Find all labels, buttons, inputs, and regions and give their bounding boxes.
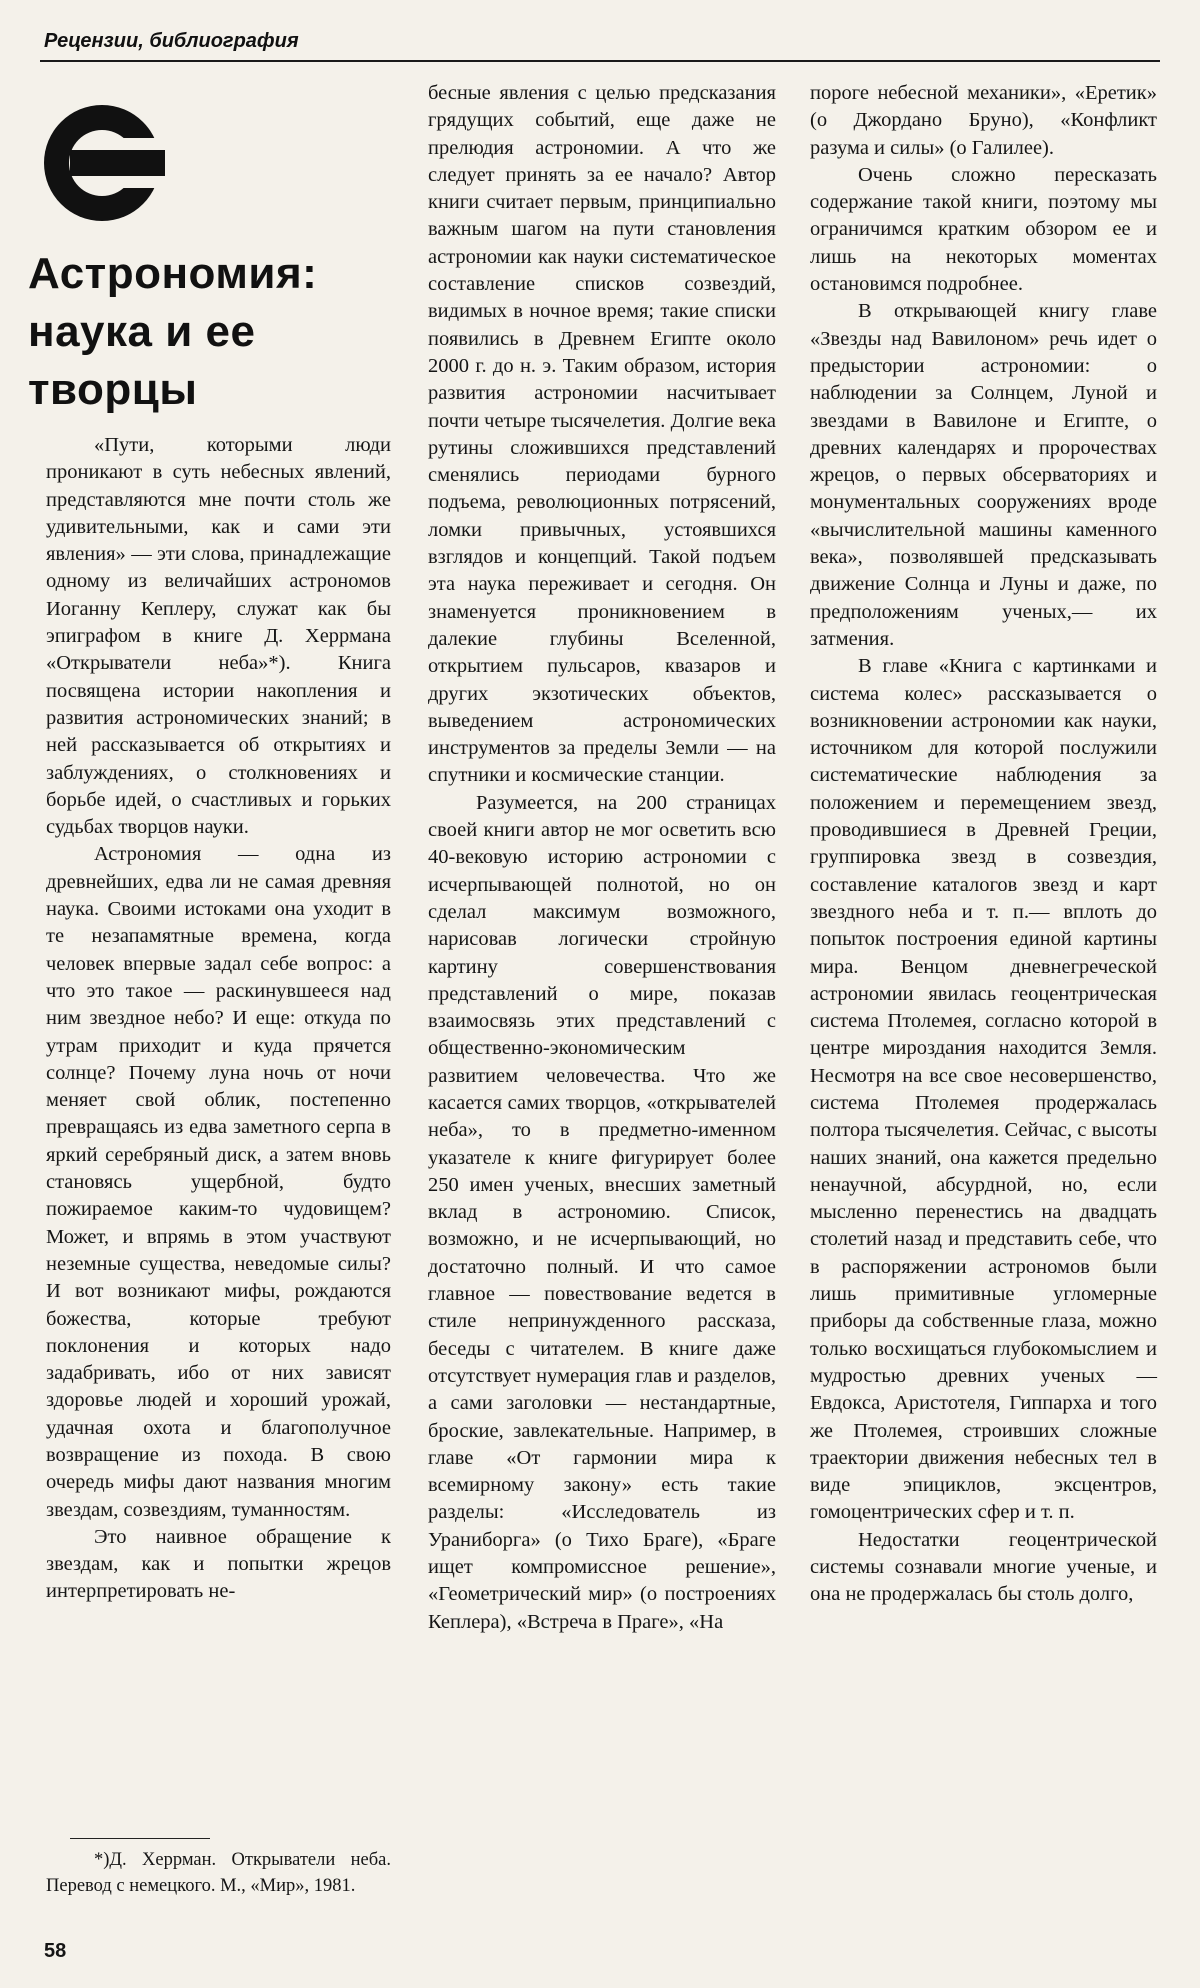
paragraph: бесные явления с целью предсказания грядущих событий, еще даже не прелюдия астрономии. А что же следует принять за ее начало? Автор книги считает первым, принципиально важным шагом на пути становления астрономии как науки систематическое составление списков созвездий, видимых в ночное время; такие списки появились в Древнем Египте около 2000 г. до н. э. Таким образом, история развития астрономии насчитывает почти четыре тысячелетия. Долгие века рутины сложившихся представлений сменялись периодами бурного подъема, революционных потрясений, ломки привычных, устоявшихся взглядов и концепций. Такой подъем эта наука переживает и сегодня. Он знаменуется проникновением в далекие глубины Вселенной, открытием пульсаров, квазаров и других экзотических объектов, выведением астрономических инструментов за пределы Земли — на спутники и космические станции. [428, 82, 776, 787]
section-header: Рецензии, библиография [44, 30, 299, 52]
paragraph: Астрономия — одна из древнейших, едва ли не самая древняя наука. Своими истоками она уходит в те незапамятные времена, когда человек впервые задал себе вопрос: а что это такое — раскинувшееся над ним звездное небо? И еще: откуда по утрам приходит и куда прячется солнце? Почему луна ночь от ночи меняет свой облик, постепенно превращаясь из едва заметного серпа в яркий серебряный диск, а затем вновь становясь ущербной, будто пожираемое каким-то чудовищем? Может, и впрямь в этом участвуют неземные существа, неведомые силы? И вот возникают мифы, рождаются божества, которые требуют поклонения и которых надо задабривать, ибо от них зависят здоровье людей и хороший урожай, удачная охота и благополучное возвращение из похода. В свою очередь мифы дают названия многим звездам, созвездиям, туманностям. [46, 843, 391, 1521]
paragraph: пороге небесной механики», «Еретик» (о Джордано Бруно), «Конфликт разума и силы» (о Галилее). [810, 82, 1157, 159]
text-column-2 [428, 80, 776, 1636]
title-line-2: наука и ее творцы [28, 307, 256, 414]
paragraph: Очень сложно пересказать содержание такой книги, поэтому мы ограничимся кратким обзором ее и лишь на некоторых моментах остановимся подробнее. [810, 163, 1157, 296]
paragraph: В открывающей книгу главе «Звезды над Вавилоном» речь идет о предыстории астрономии: о наблюдении за Солнцем, Луной и звездами в Вавилоне и Египте, о древних календарях и пророчествах жрецов, о первых обсерваториях и монументальных сооружениях вроде «вычислительной машины каменного века», позволявшей предсказывать движение Солнца и Луны и даже, по предположениям ученых,— их затмения. [810, 300, 1157, 650]
paragraph: Разумеется, на 200 страницах своей книги автор не мог осветить всю 40-вековую историю астрономии с исчерпывающей полнотой, но он сделал максимум возможного, нарисовав логически стройную картину совершенствования представлений о мире, показав взаимосвязь этих представлений с общественно-экономическим развитием человечества. Что же касается самих творцов, «открывателей неба», то в предметно-именном указателе к книге фигурирует более 250 имен ученых, внесших заметный вклад в астрономию. Список, возможно, и не исчерпывающий, но достаточно полный. И что самое главное — повествование ведется в стиле непринужденного рассказа, беседы с читателем. В книге даже отсутствует нумерация глав и разделов, а сами заголовки — нестандартные, броские, завлекательные. Например, в главе «От гармонии мира к всемирному закону» есть такие разделы: «Исследователь из Ураниборга» (о Тихо Браге), «Браге ищет компромиссное решение», «Геометрический мир» (о построениях Кеплера), «Встреча в Праге», «На [428, 791, 776, 1633]
paragraph: «Пути, которыми люди проникают в суть небесных явлений, представляются мне почти столь же удивительными, как и сами эти явления» — эти слова, принадлежащие одному из величайших астрономов Иоганну Кеплеру, служат как бы эпиграфом в книге Д. Херрмана «Открыватели неба»*). Книга посвящена истории накопления и развития астрономических знаний; в ней рассказывается об открытиях и заблуждениях, о столкновениях и борьбе идей, о счастливых и горьких судьбах творцов науки. [46, 434, 391, 839]
paragraph: Недостатки геоцентрической системы сознавали многие ученые, и она не продержалась бы столь долго, [810, 1528, 1157, 1606]
paragraph: Это наивное обращение к звездам, как и попытки жрецов интерпретировать не- [46, 1525, 391, 1603]
text-column-1 [46, 432, 391, 1606]
article-title [28, 245, 408, 419]
footnote-rule [70, 1838, 210, 1839]
footnote-text: *)Д. Херрман. Открыватели неба. Перевод с немецкого. М., «Мир», 1981. [46, 1850, 391, 1896]
footnote [46, 1847, 391, 1899]
header-rule [40, 60, 1160, 62]
text-column-3 [810, 80, 1157, 1609]
title-line-1: Астрономия: [28, 249, 318, 298]
letter-c-logo-icon [40, 100, 165, 225]
page-number: 58 [44, 1940, 67, 1962]
paragraph: В главе «Книга с картинками и система колес» рассказывается о возникновении астрономии как науки, источником для которой послужили систематические наблюдения за положением и перемещением звезд, проводившиеся в Древней Греции, группировка звезд в созвездия, составление каталогов звезд и карт звездного неба и т. п.— вплоть до попыток построения единой картины мира. Венцом дневнегреческой астрономии явилась геоцентрическая система Птолемея, согласно которой в центре мироздания находится Земля. Несмотря на все свое несовершенство, система Птолемея продержалась полтора тысячелетия. Сейчас, с высоты наших знаний, она кажется предельно ненаучной, абсурдной, но, если мысленно перенестись на двадцать столетий назад и представить себе, что в распоряжении астрономов были лишь примитивные угломерные приборы да собственные глаза, можно только восхищаться глубокомыслием и мудростью древних ученых — Евдокса, Аристотеля, Гиппарха и того же Птолемея, строивших сложные траектории движения небесных тел в виде эпициклов, эксцентров, гомоцентрических сфер и т. п. [810, 655, 1157, 1524]
